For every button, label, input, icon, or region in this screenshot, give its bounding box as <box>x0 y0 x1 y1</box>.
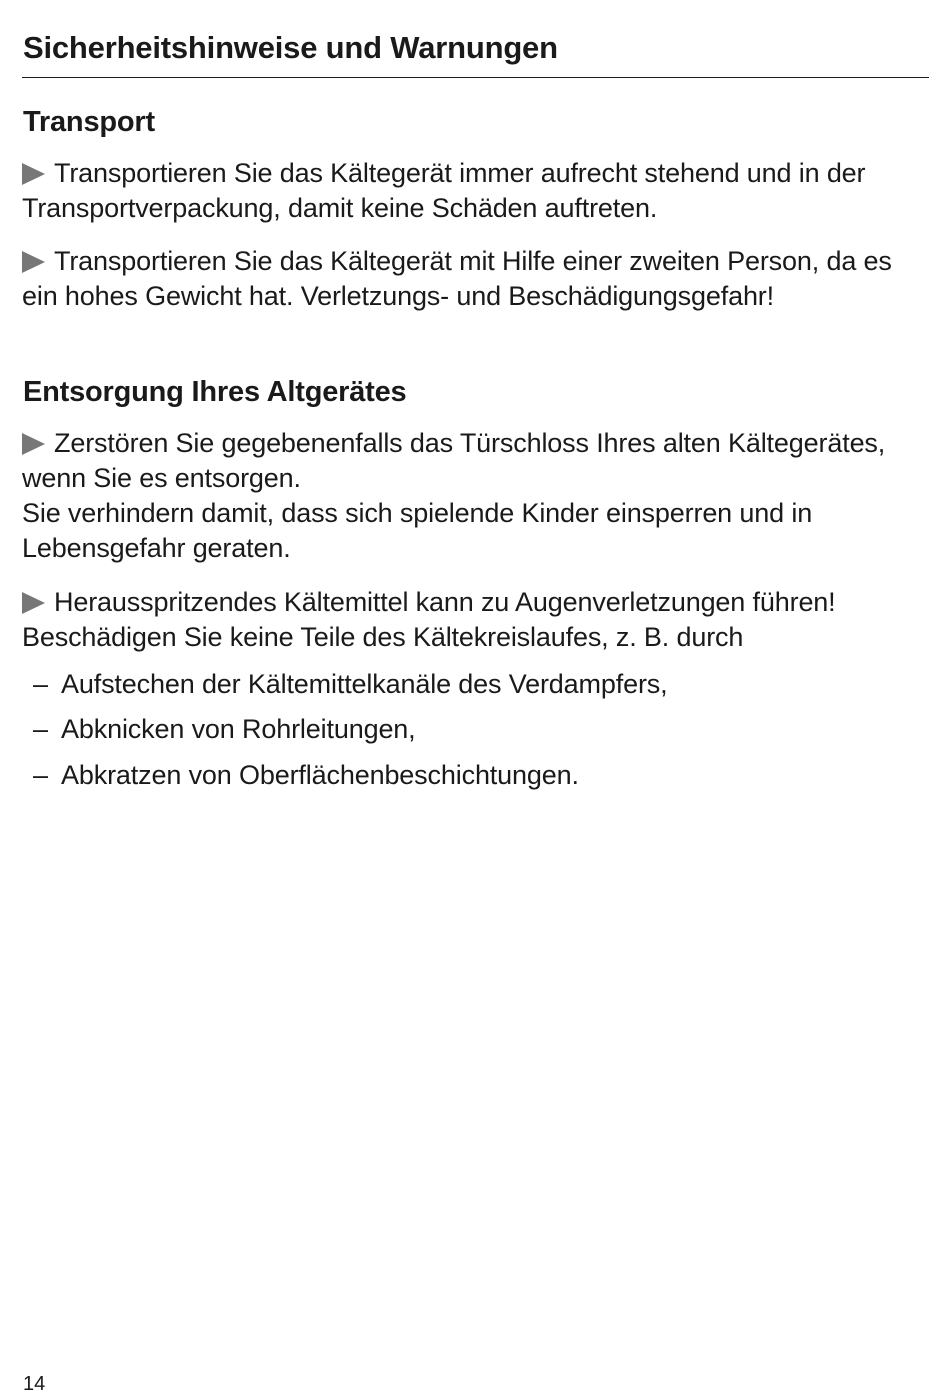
page-number: 14 <box>23 1373 46 1395</box>
triangle-right-icon <box>22 433 45 455</box>
transport-item-1-text: Transportieren Sie das Kältegerät immer aufrecht stehend und in der Transportverpackung, damit keine Schäden auftreten. <box>22 158 866 223</box>
dash-marker: – <box>33 714 48 744</box>
dash-marker: – <box>33 760 48 790</box>
dash-marker: – <box>33 669 48 699</box>
triangle-right-icon <box>22 592 45 614</box>
list-item <box>33 667 668 702</box>
entsorgung-item-2 <box>22 585 932 655</box>
list-item-text: Abkratzen von Oberflächenbeschichtungen. <box>61 760 579 790</box>
list-item <box>33 712 416 747</box>
entsorgung-item-1-text: Zerstören Sie gegebenenfalls das Türschloss Ihres alten Kältegerätes, wenn Sie es entsorgen. <box>22 428 886 493</box>
transport-item-2 <box>22 244 932 314</box>
entsorgung-item-2-text: Herausspritzendes Kältemittel kann zu Augenverletzungen führen! <box>54 587 836 617</box>
page-title: Sicherheitshinweise und Warnungen <box>23 30 558 65</box>
entsorgung-item-2-continuation: Beschädigen Sie keine Teile des Kältekreislaufes, z. B. durch <box>22 622 744 652</box>
list-item-text: Abknicken von Rohrleitungen, <box>61 714 416 744</box>
section-heading-entsorgung: Entsorgung Ihres Altgerätes <box>23 376 407 408</box>
transport-item-2-text: Transportieren Sie das Kältegerät mit Hilfe einer zweiten Person, da es ein hohes Gewicht hat. Verletzungs- und Beschädigungsgefahr! <box>22 246 892 311</box>
transport-item-1 <box>22 156 932 226</box>
entsorgung-item-1 <box>22 426 932 566</box>
list-item-text: Aufstechen der Kältemittelkanäle des Verdampfers, <box>61 669 668 699</box>
list-item <box>33 758 579 793</box>
title-divider <box>22 77 929 78</box>
triangle-right-icon <box>22 251 45 273</box>
entsorgung-item-1-continuation: Sie verhindern damit, dass sich spielende Kinder einsperren und in Lebensgefahr geraten. <box>22 498 813 563</box>
section-heading-transport: Transport <box>23 106 155 138</box>
triangle-right-icon <box>22 163 45 185</box>
